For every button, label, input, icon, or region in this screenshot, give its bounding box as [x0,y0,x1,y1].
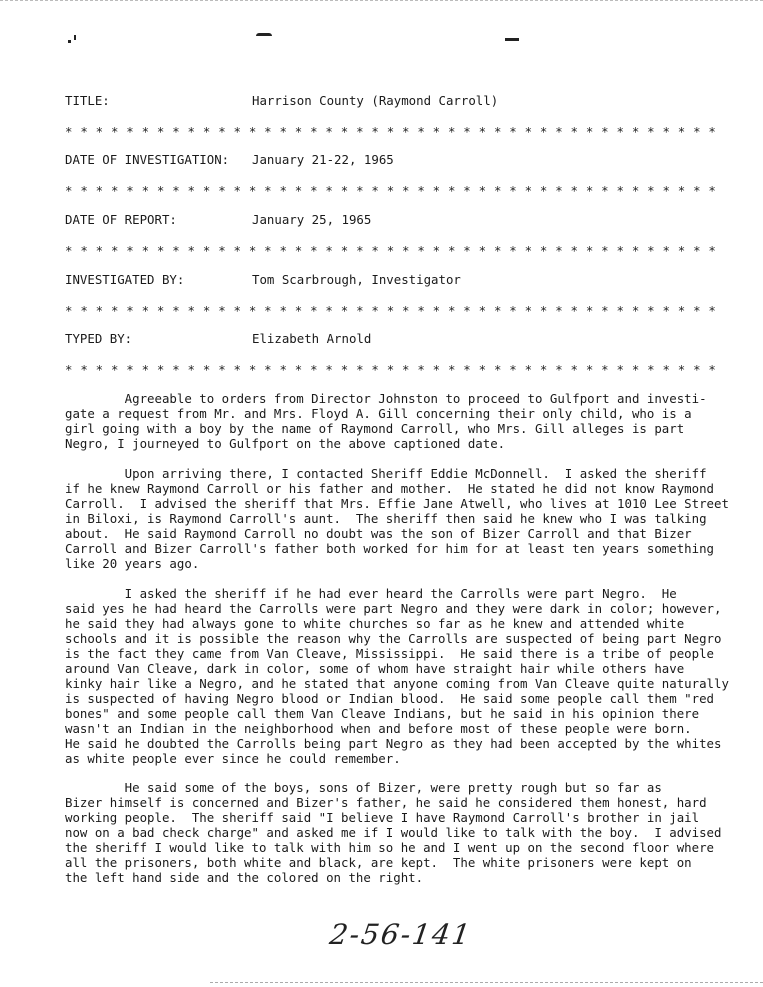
title-row [65,93,498,108]
typed-by-row [65,331,371,346]
date-report-label: DATE OF REPORT: [65,212,177,227]
date-investigation-value: January 21-22, 1965 [252,152,394,167]
date-investigation-row [65,152,394,167]
investigated-by-label: INVESTIGATED BY: [65,272,185,287]
date-report-row [65,212,371,227]
separator-line: * * * * * * * * * * * * * * * * * * * * * * * * * * * * * * * * * * * * * * * * * * * [65,183,717,198]
body-paragraph: I asked the sheriff if he had ever heard the Carrolls were part Negro. He said yes he had heard the Carrolls were part Negro and they were dark in color; however, he said they had always gone to white churches so far as he knew and attended white schools and it is possible the reason why the Carrolls are suspected of being part Negro is the fact they came from Van Cleave, Mississippi. He said there is a tribe of people around Van Cleave, dark in color, some of whom have straight hair while others have kinky hair like a Negro, and he stated that anyone coming from Van Cleave quite naturally is suspected of having Negro blood or Indian blood. He said some people call them "red bones" and some people call them Van Cleave Indians, but he said in his opinion there wasn't an Indian in the neighborhood when and before most of these people were born. He said he doubted the Carrolls being part Negro as they had been accepted by the whites as white people ever since he could remember. [65,586,729,766]
body-paragraph: He said some of the boys, sons of Bizer, were pretty rough but so far as Bizer himself is concerned and Bizer's father, he said he considered them honest, hard working people. The sheriff said "I believe I have Raymond Carroll's brother in jail now on a bad check charge" and asked me if I would like to talk with the boy. I advised the sheriff I would like to talk with him so he and I went up on the second floor where all the prisoners, both white and black, are kept. The white prisoners were kept on the left hand side and the colored on the right. [65,780,722,885]
separator-line: * * * * * * * * * * * * * * * * * * * * * * * * * * * * * * * * * * * * * * * * * * * [65,124,717,139]
top-edge-line [0,0,763,7]
title-label: TITLE: [65,93,110,108]
date-investigation-label: DATE OF INVESTIGATION: [65,152,230,167]
scan-speck [74,35,76,40]
investigated-by-value: Tom Scarbrough, Investigator [252,272,461,287]
title-value: Harrison County (Raymond Carroll) [252,93,499,108]
body-paragraph: Upon arriving there, I contacted Sheriff Eddie McDonnell. I asked the sheriff if he knew Raymond Carroll or his father and mother. He stated he did not know Raymond Carroll. I advised the sheriff that Mrs. Effie Jane Atwell, who lives at 1010 Lee Street in Biloxi, is Raymond Carroll's aunt. The sheriff then said he knew who I was talking about. He said Raymond Carroll no doubt was the son of Bizer Carroll and that Bizer Carroll and Bizer Carroll's father both worked for him for at least ten years something like 20 years ago. [65,466,729,571]
hole-punch-mark [256,33,272,36]
hole-punch-mark [505,38,519,41]
typed-by-label: TYPED BY: [65,331,133,346]
typed-by-value: Elizabeth Arnold [252,331,372,346]
bottom-edge-line [210,982,763,983]
separator-line: * * * * * * * * * * * * * * * * * * * * * * * * * * * * * * * * * * * * * * * * * * * [65,243,717,258]
body-paragraph: Agreeable to orders from Director Johnston to proceed to Gulfport and investi- gate a request from Mr. and Mrs. Floyd A. Gill concerning their only child, who is a girl going with a boy by the name of Raymond Carroll, who Mrs. Gill alleges is part Negro, I journeyed to Gulfport on the above captioned date. [65,391,707,451]
handwritten-document-number: 2-56-141 [327,918,475,951]
separator-line: * * * * * * * * * * * * * * * * * * * * * * * * * * * * * * * * * * * * * * * * * * * [65,303,717,318]
investigated-by-row [65,272,461,287]
date-report-value: January 25, 1965 [252,212,372,227]
scan-speck [68,40,71,43]
separator-line: * * * * * * * * * * * * * * * * * * * * * * * * * * * * * * * * * * * * * * * * * * * [65,362,717,377]
